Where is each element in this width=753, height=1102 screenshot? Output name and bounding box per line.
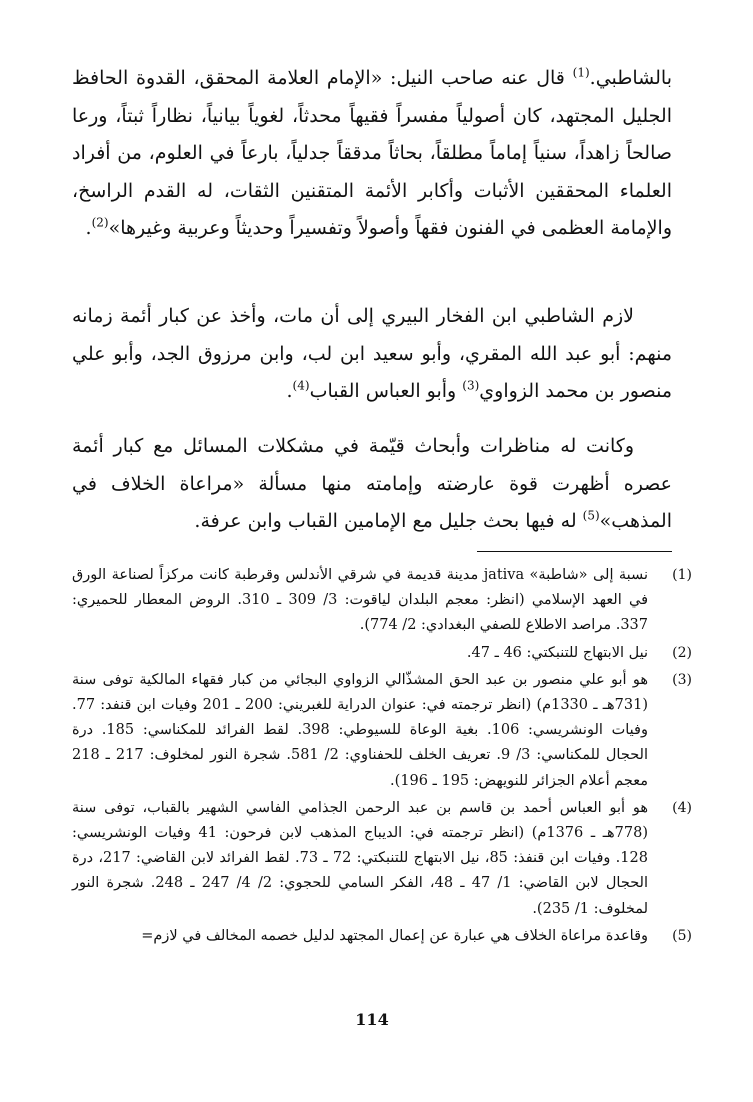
footnote-item [72,668,692,794]
paragraph-text: وأبو العباس القباب [309,380,463,402]
footnote-item [72,563,692,639]
footnote-text: هو أبو علي منصور بن عبد الحق المشذّالي الزواوي البجائي من كبار فقهاء المالكية توفى سنة (731هـ ـ 1330م) (انظر ترجمته في: عنوان الدراية للغبريني: 200 ـ 201 وفيات ابن قنفد: 77. وفيات الونشريسي: 106. بغية الوعاة للسيوطي: 398. لقط الفرائد للمكناسي: 185. درة الحجال للمكناسي: 3/ 9. تعريف الخلف للحفناوي: 2/ 581. شجرة النور لمخلوف: 217 ـ 218 معجم أعلام الجزائر للنويهض: 195 ـ 196). [72,671,649,789]
footnote-number: (5) [672,927,692,944]
footnote-number: (1) [672,567,692,583]
body-paragraph-1 [72,60,672,248]
paragraph-text: بالشاطبي. [589,67,672,89]
footnote-ref-2: (2) [91,215,109,230]
paragraph-text: قال عنه صاحب النيل: «الإمام العلامة المحقق، القدوة الحافظ الجليل المجتهد، كان أصولياً مفسراً فقيهاً محدثاً، لغوياً بيانياً، نظاراً ثبتاً، ورعا صالحاً زاهداً، سنياً إماماً مطلقاً، بحاثاً مدققاً جدلياً، بارعاً في العلوم، من أفراد العلماء المحققين الأثبات وأكابر الأئمة المتقنين الثقات، له القدم الراسخ، والإمامة العظمى في الفنون فقهاً وأصولاً وتفسيراً وحديثاً وعربية وغيرها» [72,67,672,239]
body-paragraph-2 [72,298,672,411]
footnote-text: نيل الابتهاج للتنبكتي: 46 ـ 47. [466,644,648,661]
body-paragraph-3 [72,428,672,541]
footnote-separator [477,551,672,552]
book-page [72,60,692,1102]
paragraph-text: له فيها بحث جليل مع الإمامين القباب وابن عرفة. [194,510,583,532]
footnote-ref-3: (3) [462,378,480,393]
footnotes [72,563,692,951]
footnote-number: (4) [672,799,692,816]
footnote-text: نسبة إلى «شاطبة» jativa مدينة قديمة في شرقي الأندلس وقرطبة كانت مركزاً لصناعة الورق في العهد الإسلامي (انظر: معجم البلدان لياقوت: 3/ 309 ـ 310. الروض المعطار للحميري: 337. مراصد الاطلاع للصفي البغدادي: 2/ 774). [72,567,649,634]
footnote-item [72,641,692,666]
footnote-text: وقاعدة مراعاة الخلاف هي عبارة عن إعمال المجتهد لدليل خصمه المخالف في لازم= [141,927,648,944]
footnote-item [72,796,692,922]
paragraph-text: . [286,380,293,402]
footnote-ref-4: (4) [292,378,310,393]
footnote-text: هو أبو العباس أحمد بن قاسم بن عبد الرحمن الجذامي الفاسي الشهير بالقباب، توفى سنة (778هـ ـ 1376م) (انظر ترجمته في: الديباج المذهب لابن فرحون: 41 وفيات الونشريسي: 128. وفيات ابن قنفذ: 85، نيل الابتهاج للتنبكتي: 72 ـ 73. لقط الفرائد لابن القاضي: 217، درة الحجال لابن القاضي: 1/ 47 ـ 48، الفكر السامي للحجوي: 2/ 4/ 247 ـ 248. شجرة النور لمخلوف: 1/ 235). [72,799,649,917]
footnote-ref-1: (1) [572,65,590,80]
footnote-ref-5: (5) [582,508,600,523]
page-number: 114 [355,1010,389,1029]
paragraph-text: لازم الشاطبي ابن الفخار البيري إلى أن مات، وأخذ عن كبار أئمة زمانه منهم: أبو عبد الله المقري، وأبو سعيد ابن لب، وابن مرزوق الجد، وأبو علي منصور بن محمد الزواوي [72,305,672,402]
paragraph-text: وكانت له مناظرات وأبحاث قيّمة في مشكلات المسائل مع كبار أئمة عصره أظهرت قوة عارضته وإمامته منها مسألة «مراعاة الخلاف في المذهب» [72,435,672,532]
paragraph-text: . [85,217,92,239]
footnote-number: (3) [672,671,692,688]
footnote-number: (2) [672,644,692,661]
footnote-item [72,924,692,949]
